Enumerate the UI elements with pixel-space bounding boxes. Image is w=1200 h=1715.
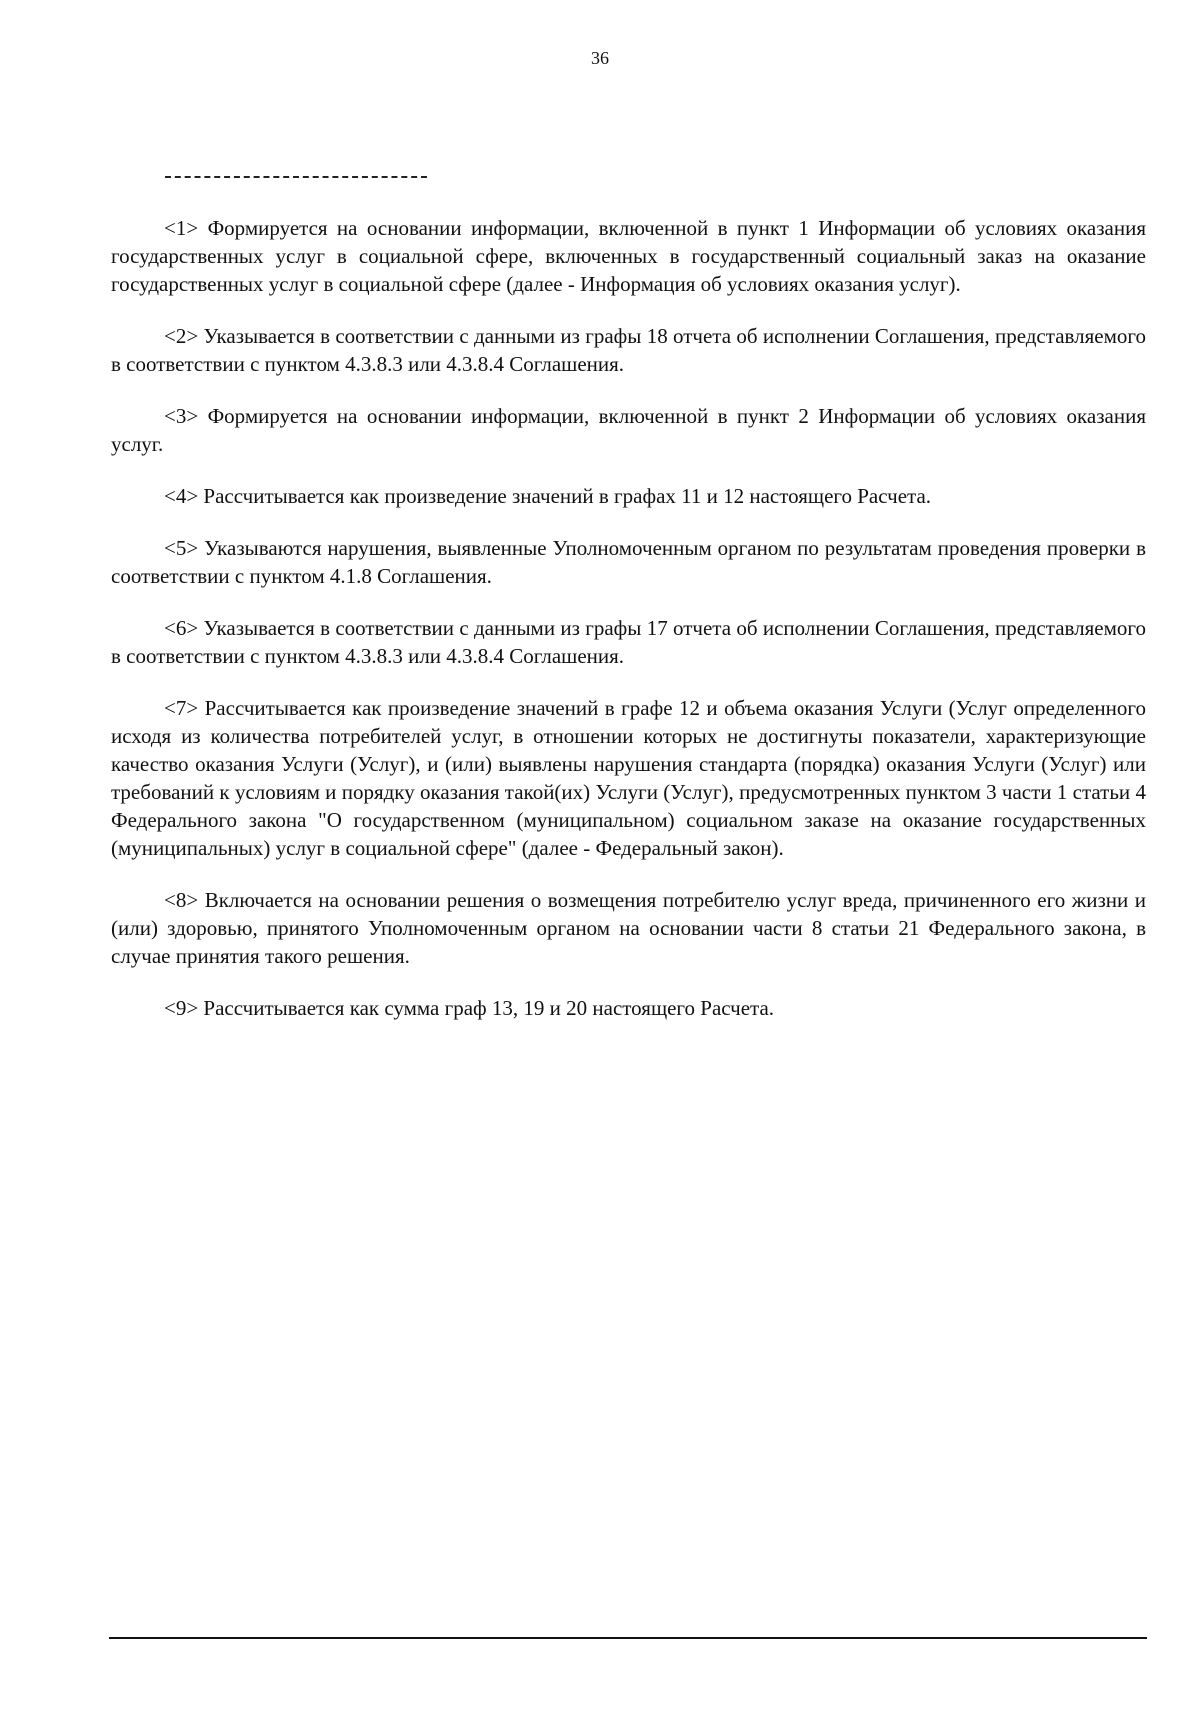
page-number: 36 [591,48,609,68]
footnote-2: <2> Указывается в соответствии с данными из графы 18 отчета об исполнении Соглашения, представляемого в соответствии с пунктом 4.3.8.3 или 4.3.8.4 Соглашения. [111,324,1146,376]
footnote-9: <9> Рассчитывается как сумма граф 13, 19 и 20 настоящего Расчета. [164,996,775,1020]
footnote-7: <7> Рассчитывается как произведение значений в графе 12 и объема оказания Услуги (Услуг определенного исходя из количества потребителей услуг, в отношении которых не достигнуты показатели, характеризующие качество оказания Услуги (Услуг), и (или) выявлены нарушения стандарта (порядка) оказания Услуги (Услуг) или требований к условиям и порядку оказания такой(их) Услуги (Услуг), предусмотренных пунктом 3 части 1 статьи 4 Федерального закона "О государственном (муниципальном) социальном заказе на оказание государственных (муниципальных) услуг в социальной сфере" (далее - Федеральный закон). [111,696,1146,860]
footnote-6: <6> Указывается в соответствии с данными из графы 17 отчета об исполнении Соглашения, представляемого в соответствии с пунктом 4.3.8.3 или 4.3.8.4 Соглашения. [111,616,1146,668]
footnote-5: <5> Указываются нарушения, выявленные Уполномоченным органом по результатам проведения проверки в соответствии с пунктом 4.1.8 Соглашения. [111,536,1146,588]
footnote-separator [165,176,427,178]
footnote-3: <3> Формируется на основании информации, включенной в пункт 2 Информации об условиях оказания услуг. [111,404,1146,456]
bottom-rule [109,1637,1147,1639]
footnotes [111,214,1146,1046]
footnote-4: <4> Рассчитывается как произведение значений в графах 11 и 12 настоящего Расчета. [164,484,932,508]
footnote-8: <8> Включается на основании решения о возмещения потребителю услуг вреда, причиненного его жизни и (или) здоровью, принятого Уполномоченным органом на основании части 8 статьи 21 Федерального закона, в случае принятия такого решения. [111,888,1146,968]
footnote-1: <1> Формируется на основании информации, включенной в пункт 1 Информации об условиях оказания государственных услуг в социальной сфере, включенных в государственный социальный заказ на оказание государственных услуг в социальной сфере (далее - Информация об условиях оказания услуг). [111,216,1146,296]
